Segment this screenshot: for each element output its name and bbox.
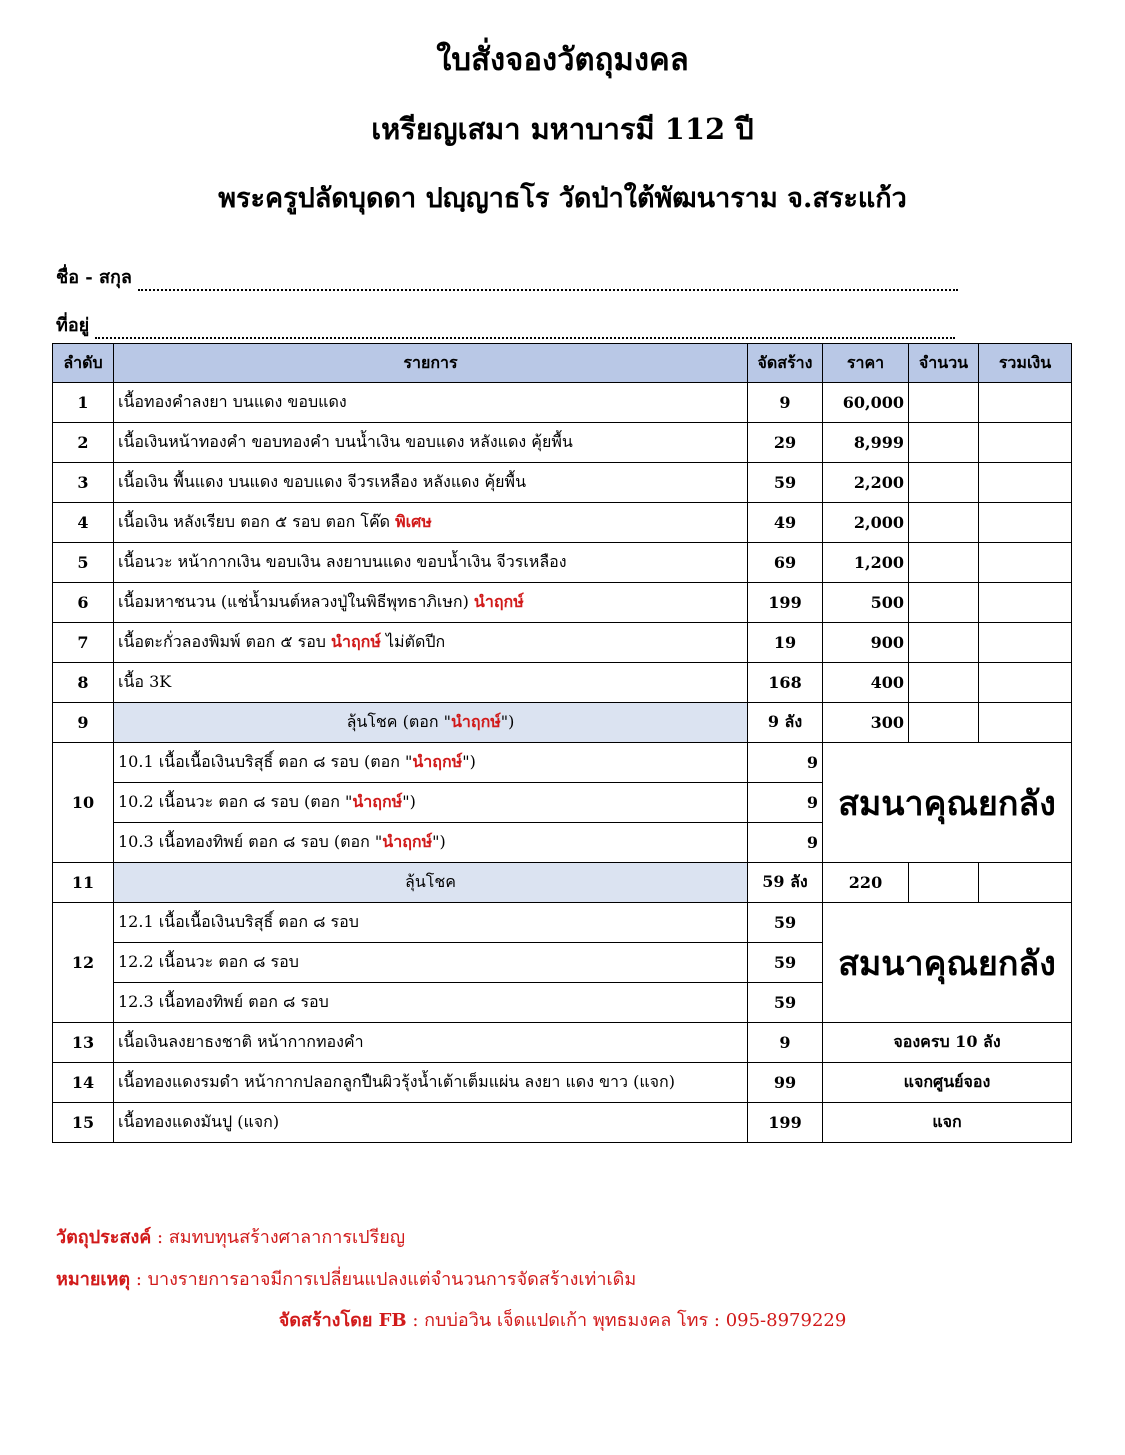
made-by-text: : กบบ่อวิน เจ็ดแปดเก้า พุทธมงคล โทร : 095-8979229 — [406, 1310, 847, 1331]
bundle-note: สมนาคุณยกลัง — [823, 903, 1072, 1023]
purpose-line — [56, 1222, 405, 1251]
row-number: 9 — [53, 703, 114, 743]
row-number: 8 — [53, 663, 114, 703]
remark-text: : บางรายการอาจมีการเปลี่ยนแปลงแต่จำนวนการจัดสร้างเท่าเดิม — [130, 1269, 637, 1290]
header-qty: จำนวน — [909, 344, 979, 383]
header-made: จัดสร้าง — [748, 344, 823, 383]
header-total: รวมเงิน — [979, 344, 1072, 383]
table-row — [53, 383, 1072, 423]
item-highlight: นำฤกษ์ — [412, 752, 463, 771]
table-row — [53, 1023, 1072, 1063]
item-text: 10.1 เนื้อเนื้อเงินบริสุธิ์ ตอก ๘ รอบ (ตอก " — [118, 752, 413, 771]
item-cell — [114, 383, 748, 423]
item-text-after: ไม่ตัดปีก — [380, 632, 446, 651]
address-field[interactable] — [56, 310, 955, 339]
header-price: ราคา — [823, 344, 909, 383]
item-cell: เนื้อเงินลงยาธงชาติ หน้ากากทองคำ — [114, 1023, 748, 1063]
item-text-after: ") — [500, 712, 515, 731]
item-cell: เนื้อทองแดงมันปู (แจก) — [114, 1103, 748, 1143]
qty-cell[interactable] — [909, 463, 979, 503]
table-row — [53, 703, 1072, 743]
item-text: เนื้อเงิน หลังเรียบ ตอก ๕ รอบ ตอก โค๊ด — [118, 512, 396, 531]
table-row — [53, 543, 1072, 583]
total-cell[interactable] — [979, 583, 1072, 623]
row-number: 10 — [53, 743, 114, 863]
row-number: 3 — [53, 463, 114, 503]
made-cell: 69 — [748, 543, 823, 583]
item-cell — [114, 583, 748, 623]
table-row — [53, 463, 1072, 503]
made-cell: 9 ลัง — [748, 703, 823, 743]
item-cell: ลุ้นโชค — [114, 863, 748, 903]
remark-label: หมายเหตุ — [56, 1269, 131, 1290]
table-row — [53, 423, 1072, 463]
price-cell: 500 — [823, 583, 909, 623]
table-header-row — [53, 344, 1072, 383]
price-cell: 60,000 — [823, 383, 909, 423]
made-cell: 59 — [748, 943, 823, 983]
item-text-after: ") — [432, 832, 446, 851]
made-cell: 9 — [748, 383, 823, 423]
name-dotted-line[interactable] — [138, 271, 958, 291]
item-cell — [114, 543, 748, 583]
qty-cell[interactable] — [909, 383, 979, 423]
total-cell[interactable] — [979, 623, 1072, 663]
row-number: 2 — [53, 423, 114, 463]
row-number: 4 — [53, 503, 114, 543]
price-cell: 2,200 — [823, 463, 909, 503]
qty-cell[interactable] — [909, 583, 979, 623]
item-highlight: พิเศษ — [395, 512, 432, 531]
total-cell[interactable] — [979, 663, 1072, 703]
status-note: จองครบ 10 ลัง — [823, 1023, 1072, 1063]
table-row — [53, 863, 1072, 903]
qty-cell[interactable] — [909, 423, 979, 463]
price-cell: 300 — [823, 703, 909, 743]
item-text: เนื้อนวะ หน้ากากเงิน ขอบเงิน ลงยาบนแดง ขอบน้ำเงิน จีวรเหลือง — [118, 552, 567, 571]
item-cell — [114, 783, 748, 823]
row-number: 14 — [53, 1063, 114, 1103]
made-cell: 9 — [748, 743, 823, 783]
item-text: 10.3 เนื้อทองทิพย์ ตอก ๘ รอบ (ตอก " — [118, 832, 383, 851]
made-by-line — [0, 1305, 1125, 1334]
item-text: เนื้อเงินหน้าทองคำ ขอบทองคำ บนน้ำเงิน ขอบแดง หลังแดง คุ้ยพื้น — [118, 432, 573, 451]
order-table — [52, 343, 1072, 1143]
item-text-after: ") — [462, 752, 476, 771]
name-field[interactable] — [56, 262, 958, 291]
item-highlight: นำฤกษ์ — [473, 592, 524, 611]
item-cell — [114, 623, 748, 663]
table-row — [53, 743, 1072, 783]
row-number: 5 — [53, 543, 114, 583]
price-cell: 220 — [823, 863, 909, 903]
item-text: เนื้อเงิน พื้นแดง บนแดง ขอบแดง จีวรเหลือง หลังแดง คุ้ยพื้น — [118, 472, 527, 491]
status-note: แจก — [823, 1103, 1072, 1143]
item-cell — [114, 423, 748, 463]
row-number: 12 — [53, 903, 114, 1023]
item-text-after: ") — [402, 792, 416, 811]
made-cell: 99 — [748, 1063, 823, 1103]
made-cell: 59 — [748, 463, 823, 503]
made-cell: 59 — [748, 983, 823, 1023]
item-cell — [114, 743, 748, 783]
item-text: เนื้อทองคำลงยา บนแดง ขอบแดง — [118, 392, 347, 411]
item-cell — [114, 703, 748, 743]
qty-cell[interactable] — [909, 863, 979, 903]
made-cell: 49 — [748, 503, 823, 543]
price-cell: 8,999 — [823, 423, 909, 463]
item-text: เนื้อตะกั่วลองพิมพ์ ตอก ๕ รอบ — [118, 632, 332, 651]
page-title: ใบสั่งจองวัตถุมงคล — [436, 42, 689, 78]
made-cell: 199 — [748, 1103, 823, 1143]
qty-cell[interactable] — [909, 543, 979, 583]
row-number: 7 — [53, 623, 114, 663]
item-text: เนื้อ 3K — [118, 672, 172, 691]
price-cell: 2,000 — [823, 503, 909, 543]
item-highlight: นำฤกษ์ — [352, 792, 403, 811]
remark-line — [56, 1264, 636, 1293]
header-no: ลำดับ — [53, 344, 114, 383]
made-cell: 199 — [748, 583, 823, 623]
made-cell: 59 — [748, 903, 823, 943]
price-cell: 900 — [823, 623, 909, 663]
made-cell: 29 — [748, 423, 823, 463]
item-text: ลุ้นโชค (ตอก " — [346, 712, 451, 731]
status-note: แจกศูนย์จอง — [823, 1063, 1072, 1103]
table-row — [53, 1063, 1072, 1103]
purpose-text: : สมทบทุนสร้างศาลาการเปรียญ — [151, 1227, 406, 1248]
made-cell: 59 ลัง — [748, 863, 823, 903]
item-cell: 12.2 เนื้อนวะ ตอก ๘ รอบ — [114, 943, 748, 983]
row-number: 1 — [53, 383, 114, 423]
made-cell: 168 — [748, 663, 823, 703]
table-row — [53, 583, 1072, 623]
made-cell: 9 — [748, 1023, 823, 1063]
price-cell: 400 — [823, 663, 909, 703]
address-label: ที่อยู่ — [56, 315, 90, 336]
item-cell: 12.3 เนื้อทองทิพย์ ตอก ๘ รอบ — [114, 983, 748, 1023]
item-cell: 12.1 เนื้อเนื้อเงินบริสุธิ์ ตอก ๘ รอบ — [114, 903, 748, 943]
total-cell[interactable] — [979, 703, 1072, 743]
made-cell: 19 — [748, 623, 823, 663]
temple-line: พระครูปลัดบุดดา ปญฺญาธโร วัดป่าใต้พัฒนาราม จ.สระแก้ว — [218, 183, 907, 214]
item-text: 10.2 เนื้อนวะ ตอก ๘ รอบ (ตอก " — [118, 792, 353, 811]
total-cell[interactable] — [979, 863, 1072, 903]
table-row — [53, 1103, 1072, 1143]
item-cell — [114, 503, 748, 543]
item-cell — [114, 463, 748, 503]
total-cell[interactable] — [979, 503, 1072, 543]
qty-cell[interactable] — [909, 703, 979, 743]
total-cell[interactable] — [979, 543, 1072, 583]
row-number: 13 — [53, 1023, 114, 1063]
table-row — [53, 663, 1072, 703]
row-number: 11 — [53, 863, 114, 903]
table-row — [53, 903, 1072, 943]
total-cell[interactable] — [979, 463, 1072, 503]
row-number: 15 — [53, 1103, 114, 1143]
item-cell — [114, 663, 748, 703]
row-number: 6 — [53, 583, 114, 623]
table-row — [53, 503, 1072, 543]
qty-cell[interactable] — [909, 503, 979, 543]
made-cell: 9 — [748, 823, 823, 863]
name-label: ชื่อ - สกุล — [56, 267, 132, 288]
item-highlight: นำฤกษ์ — [331, 632, 381, 651]
total-cell[interactable] — [979, 423, 1072, 463]
made-cell: 9 — [748, 783, 823, 823]
item-highlight: นำฤกษ์ — [382, 832, 433, 851]
price-cell: 1,200 — [823, 543, 909, 583]
table-row — [53, 623, 1072, 663]
purpose-label: วัตถุประสงค์ — [56, 1227, 152, 1248]
item-highlight: นำฤกษ์ — [450, 712, 501, 731]
bundle-note: สมนาคุณยกลัง — [823, 743, 1072, 863]
qty-cell[interactable] — [909, 623, 979, 663]
page-subtitle: เหรียญเสมา มหาบารมี 112 ปี — [371, 112, 754, 146]
address-dotted-line[interactable] — [95, 319, 955, 339]
made-by-label: จัดสร้างโดย FB — [278, 1310, 407, 1331]
item-text: เนื้อมหาชนวน (แช่น้ำมนต์หลวงปู่ในพิธีพุทธาภิเษก) — [118, 592, 474, 611]
item-cell: เนื้อทองแดงรมดำ หน้ากากปลอกลูกปืนผิวรุ้งน้ำเต้าเต็มแผ่น ลงยา แดง ขาว (แจก) — [114, 1063, 748, 1103]
qty-cell[interactable] — [909, 663, 979, 703]
header-item: รายการ — [114, 344, 748, 383]
total-cell[interactable] — [979, 383, 1072, 423]
item-cell — [114, 823, 748, 863]
